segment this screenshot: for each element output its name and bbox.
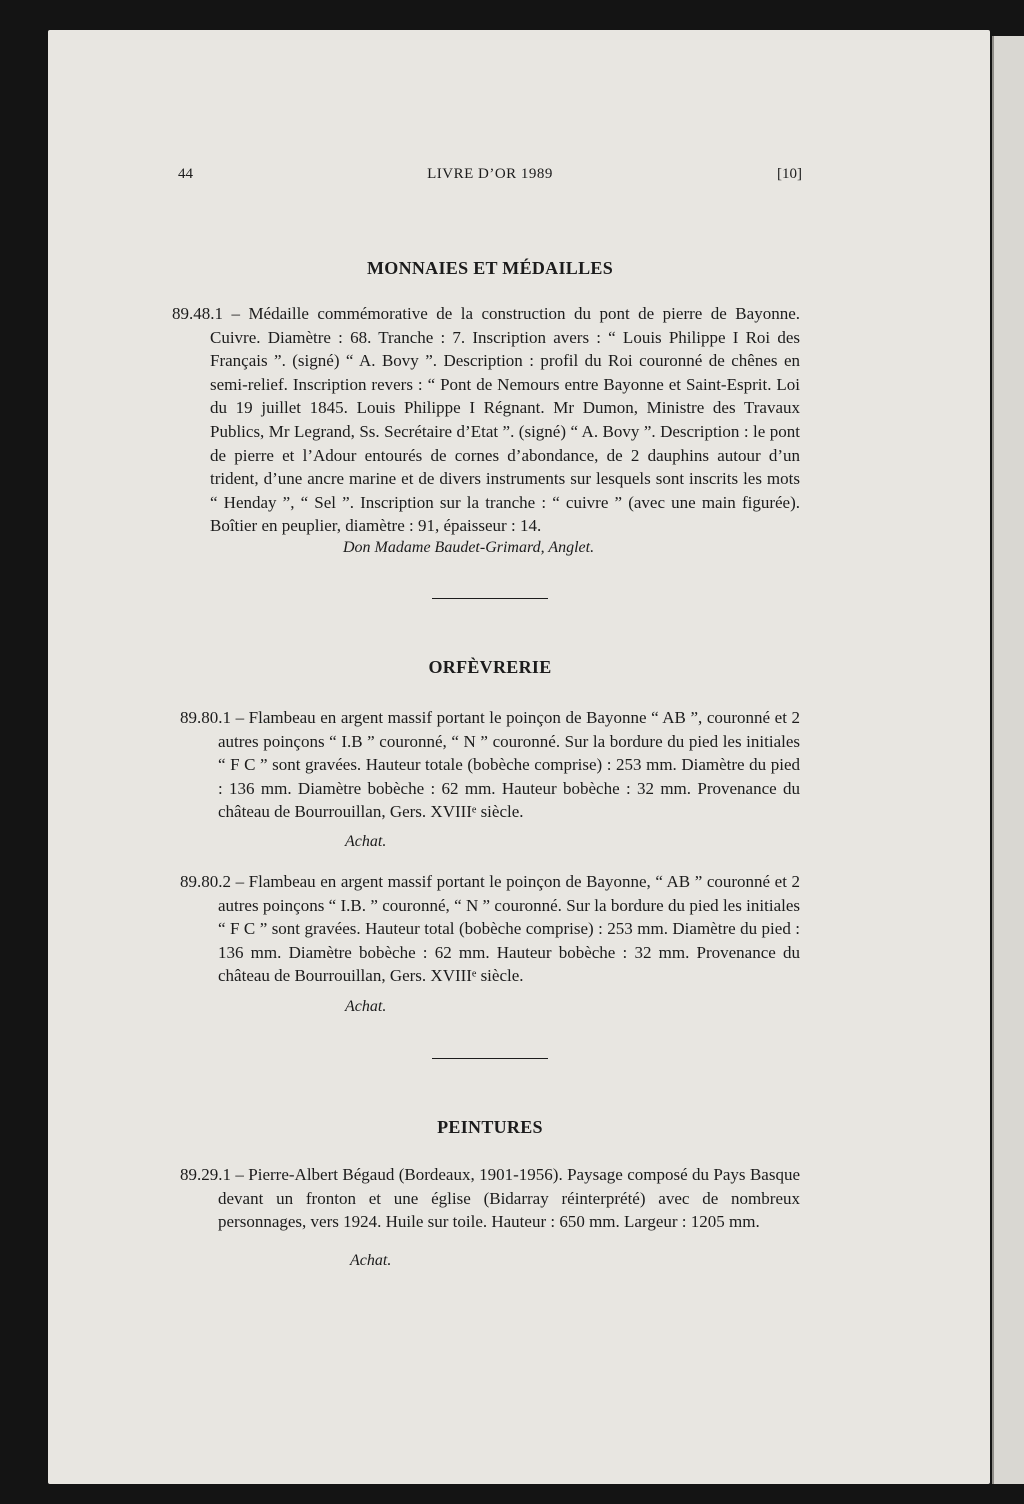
entry-89-80-2: 89.80.2 – Flambeau en argent massif portant le poinçon de Bayonne, “ AB ” couronné et 2 autres poinçons “ I.B. ” couronné, “ N ” couronné. Sur la bordure du pied les initiales “ F C ” sont gravées. Hauteur total (bobèche comprise) : 253 mm. Diamètre du pied : 136 mm. Diamètre bobèche : 62 mm. Hauteur bobèche : 32 mm. Provenance du château de Bourrouillan, Gers. XVIIIᵉ siècle. <box>180 872 800 986</box>
section-divider <box>432 598 548 599</box>
section-reference: [10] <box>777 166 802 182</box>
entry-89-29-1: 89.29.1 – Pierre-Albert Bégaud (Bordeaux, 1901-1956). Paysage composé du Pays Basque devant un fronton et une église (Bidarray réinterprété) avec de nombreux personnages, vers 1924. Huile sur toile. Hauteur : 650 mm. Largeur : 1205 mm. <box>180 1165 800 1232</box>
running-title: LIVRE D’OR 1989 <box>427 166 553 182</box>
entry-89-48-1-donor: Don Madame Baudet-Grimard, Anglet. <box>343 539 595 556</box>
entry-89-80-1: 89.80.1 – Flambeau en argent massif portant le poinçon de Bayonne “ AB ”, couronné et 2 autres poinçons “ I.B ” couronné, “ N ” couronné. Sur la bordure du pied les initiales “ F C ” sont gravées. Hauteur totale (bobèche comprise) : 253 mm. Diamètre du pied : 136 mm. Diamètre bobèche : 62 mm. Hauteur bobèche : 32 mm. Provenance du château de Bourrouillan, Gers. XVIIIᵉ siècle. <box>180 708 800 822</box>
entry-89-48-1: 89.48.1 – Médaille commémorative de la construction du pont de pierre de Bayonne. Cuivre. Diamètre : 68. Tranche : 7. Inscription avers : “ Louis Philippe I Roi des Français ”. (signé) “ A. Bovy ”. Description : profil du Roi couronné de chênes en semi-relief. Inscription revers : “ Pont de Nemours entre Bayonne et Saint-Esprit. Loi du 19 juillet 1845. Louis Philippe I Régnant. Mr Dumon, Ministre des Travaux Publics, Mr Legrand, Ss. Secrétaire d’Etat ”. (signé) “ A. Bovy ”. Description : le pont de pierre et l’Adour entourés de cornes d’abondance, de 2 dauphins autour d’un trident, d’une ancre marine et de divers instruments sur lesquels sont inscrits les mots “ Henday ”, “ Sel ”. Inscription sur la tranche : “ cuivre ” (avec une main figurée). Boîtier en peuplier, diamètre : 91, épaisseur : 14. <box>172 304 800 536</box>
page-number: 44 <box>178 166 193 182</box>
section-title-monnaies: MONNAIES ET MÉDAILLES <box>366 258 614 278</box>
entry-89-80-1-donor: Achat. <box>345 833 387 850</box>
entry-89-80-2-donor: Achat. <box>345 998 387 1015</box>
section-title-orfevrerie: ORFÈVRERIE <box>428 657 552 677</box>
running-header <box>178 166 802 186</box>
section-divider <box>432 1058 548 1059</box>
entry-89-29-1-donor: Achat. <box>350 1252 392 1269</box>
section-title-peintures: PEINTURES <box>437 1117 543 1137</box>
